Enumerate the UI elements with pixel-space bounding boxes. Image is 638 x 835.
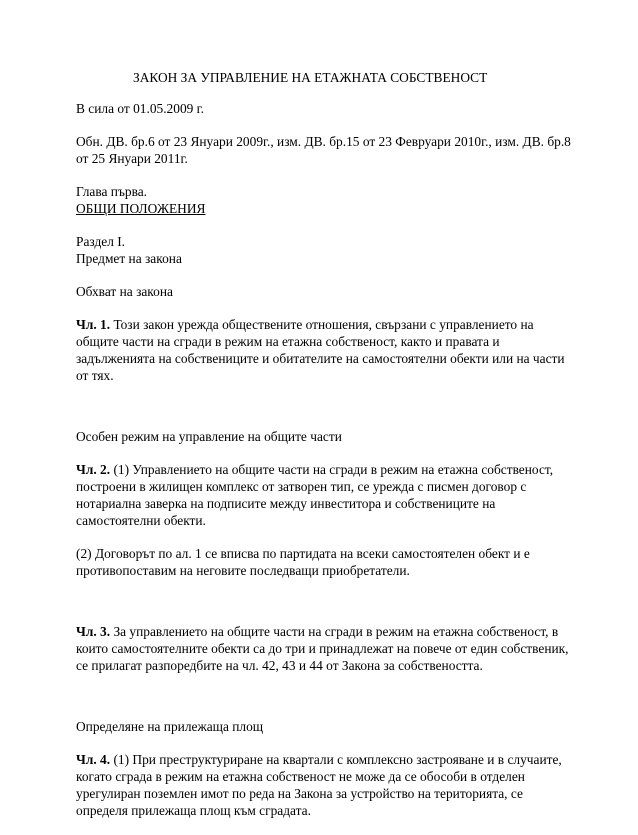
article-3-text: За управлението на общите части на сгради в режим на етажна собственост, в които самостоятелните обекти са до три и принадлежат на повече от един собственик, се прилагат разпоредбите на чл. 42, 43 и 44 от Закона за собствеността. bbox=[76, 624, 569, 673]
document-page bbox=[76, 69, 574, 835]
article-2-paragraph-1 bbox=[76, 461, 574, 529]
heading-adjacent-area: Определяне на прилежаща площ bbox=[76, 719, 264, 734]
article-4-text: (1) При преструктуриране на квартали с комплексно застрояване и в случаите, когато сграда в режим на етажна собственост не може да се обособи в отделен урегулиран поземлен имот по реда на Закона за устройство на територията, се определя прилежаща площ към сградата. bbox=[76, 752, 562, 818]
article-1-number: Чл. 1. bbox=[76, 317, 111, 332]
document-title: ЗАКОН ЗА УПРАВЛЕНИЕ НА ЕТАЖНАТА СОБСТВЕНОСТ bbox=[133, 70, 488, 85]
chapter-label: Глава първа. bbox=[76, 184, 148, 199]
in-force-date: В сила от 01.05.2009 г. bbox=[76, 101, 205, 116]
section-block bbox=[76, 233, 574, 267]
article-1 bbox=[76, 316, 574, 384]
article-2-number: Чл. 2. bbox=[76, 462, 111, 477]
article-3-number: Чл. 3. bbox=[76, 624, 111, 639]
section-title: Предмет на закона bbox=[76, 251, 182, 266]
article-2-text-1: (1) Управлението на общите части на сгради в режим на етажна собственост, построени в жилищен комплекс от затворен тип, се урежда с писмен договор с нотариална заверка на подписите между инвеститора и собствениците на самостоятелни обекти. bbox=[76, 462, 554, 528]
article-2-paragraph-2: (2) Договорът по ал. 1 се вписва по партидата на всеки самостоятелен обект и е противопоставим на неговите последващи приобретатели. bbox=[76, 546, 530, 578]
publication-info: Обн. ДВ. бр.6 от 23 Януари 2009г., изм. ДВ. бр.15 от 23 Февруари 2010г., изм. ДВ. бр.8 от 25 Януари 2011г. bbox=[76, 134, 571, 166]
article-1-text: Този закон урежда обществените отношения, свързани с управлението на общите части на сгради в режим на етажна собственост, както и правата и задълженията на собствениците и обитателите на самостоятелни обекти или на части от тях. bbox=[76, 317, 565, 383]
section-label: Раздел I. bbox=[76, 234, 126, 249]
heading-special-regime: Особен режим на управление на общите части bbox=[76, 429, 342, 444]
chapter-block bbox=[76, 183, 574, 217]
heading-scope: Обхват на закона bbox=[76, 284, 173, 299]
article-4-number: Чл. 4. bbox=[76, 752, 111, 767]
chapter-title: ОБЩИ ПОЛОЖЕНИЯ bbox=[76, 201, 206, 216]
article-3 bbox=[76, 623, 574, 674]
article-4 bbox=[76, 751, 574, 819]
